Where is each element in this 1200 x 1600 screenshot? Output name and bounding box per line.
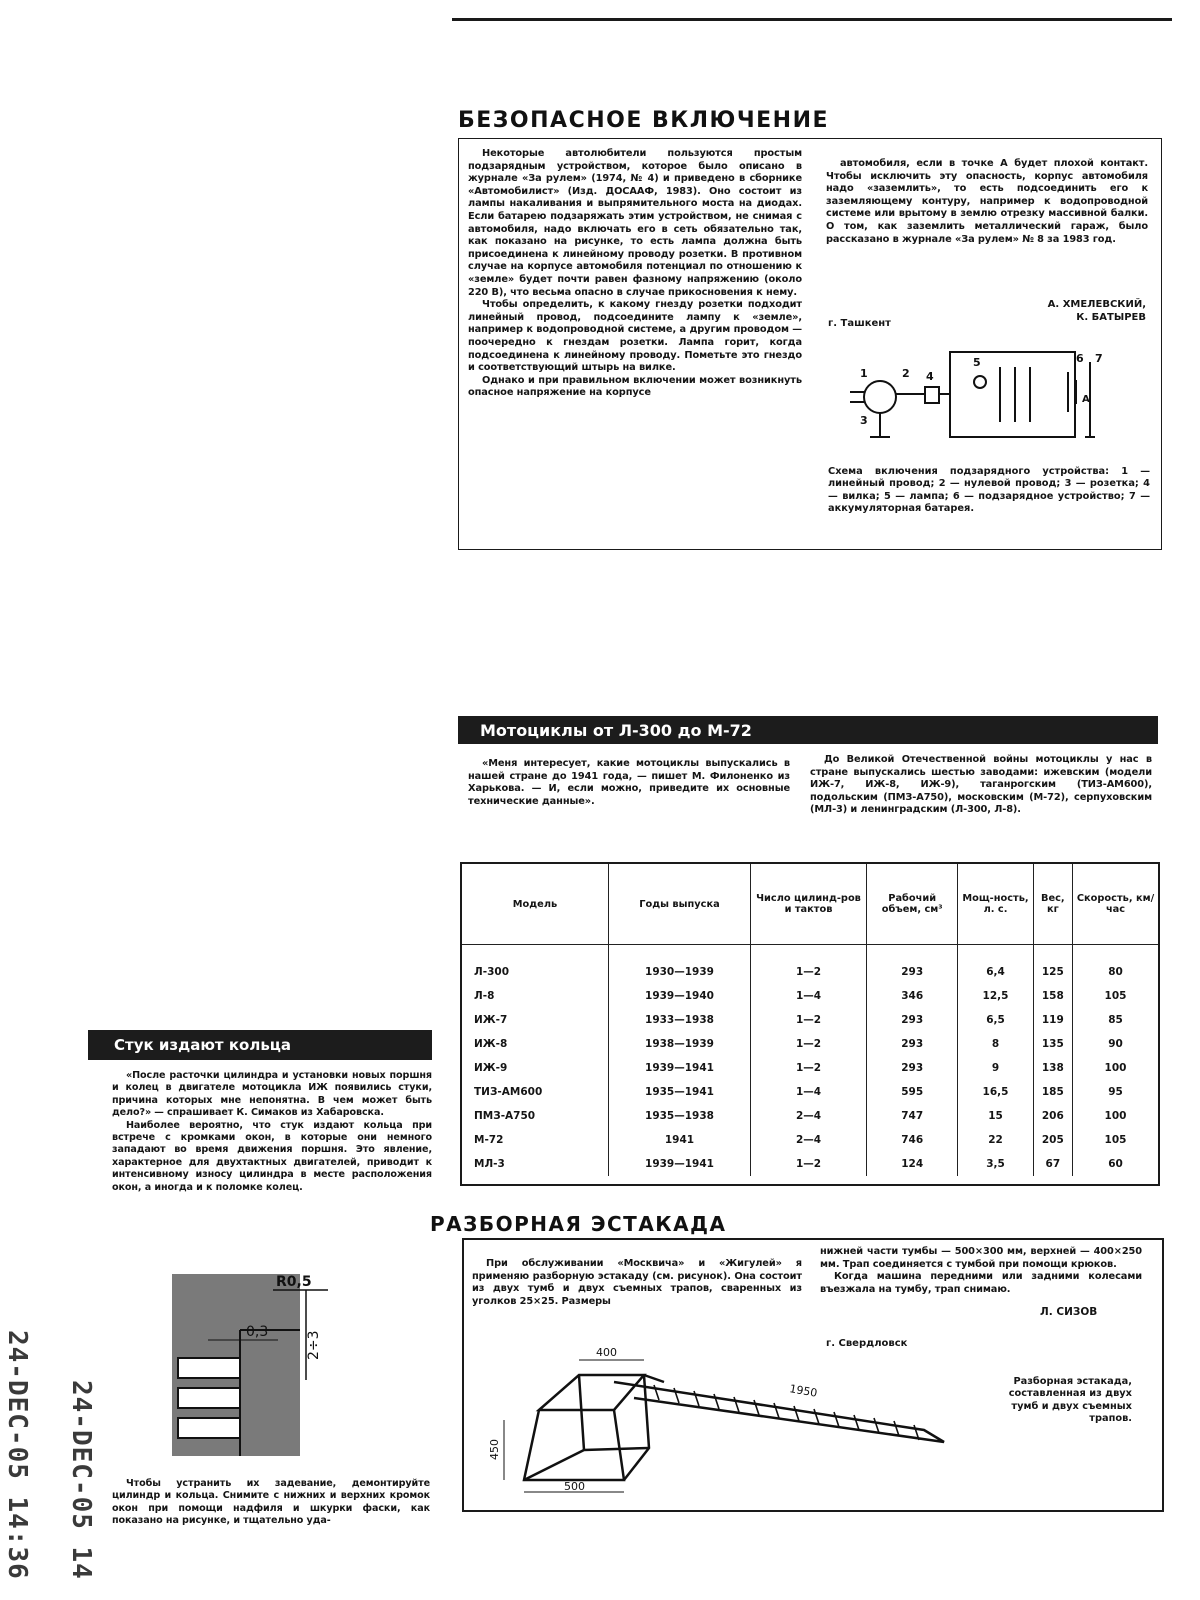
date-stamp: 24-DEC-05 14 (66, 1380, 96, 1580)
table-cell: 80 (1108, 966, 1123, 978)
section1-city: г. Ташкент (828, 318, 891, 329)
table-cell: 1935—1941 (609, 1080, 751, 1104)
motorcycle-table (462, 864, 1158, 1176)
dimension-height: 450 (488, 1439, 501, 1460)
table-header: Скорость, км/час (1073, 864, 1158, 945)
table-cell: 346 (867, 984, 958, 1008)
section2-intro-right: До Великой Отечественной войны мотоциклы у нас в стране выпускались шестью заводами: ижевским (модели ИЖ-7, ИЖ-8, ИЖ-9), таганрогским (ТИЗ-АМ600), подольским (ПМЗ-А750), московским (М-72), серпуховским (МЛ-3) и ленинградским (Л-300, Л-8). (810, 754, 1152, 816)
ramp-drawing (484, 1330, 964, 1500)
diagram-label: 2 (902, 367, 910, 380)
table-cell: 293 (867, 945, 958, 985)
table-row (462, 1032, 1158, 1056)
table-cell: 138 (1033, 1056, 1072, 1080)
section2-title: Мотоциклы от Л-300 до М-72 (480, 721, 752, 740)
table-row (462, 984, 1158, 1008)
dimension-top: 400 (596, 1346, 617, 1359)
table-row (462, 1008, 1158, 1032)
section4-city: г. Свердловск (826, 1338, 908, 1349)
section3-text-bottom: Чтобы устранить их задевание, демонтируйте цилиндр и кольца. Снимите с нижних и верхних кромок окон при помощи надфиля и шкурки фаски, как показано на рисунке, и тщательно уда- (112, 1478, 430, 1527)
table-cell: 22 (958, 1128, 1033, 1152)
table-cell: 9 (958, 1056, 1033, 1080)
dimension-ramp: 1950 (788, 1382, 819, 1400)
section1-title: БЕЗОПАСНОЕ ВКЛЮЧЕНИЕ (458, 108, 830, 133)
dimension-radius: R0,5 (276, 1274, 312, 1290)
table-cell: 16,5 (958, 1080, 1033, 1104)
table-row (462, 1152, 1158, 1176)
table-header: Рабочий объем, см³ (867, 864, 958, 945)
table-header: Число цилинд-ров и тактов (751, 864, 867, 945)
section1-paragraph: автомобиля, если в точке А будет плохой контакт. Чтобы исключить эту опасность, корпус автомобиля надо «заземлить», то есть подсоединить его к заземляющему контуру, например к водопроводной системе или врытому в землю отрезку массивной балки. О том, как заземлить металлический гараж, было рассказано в журнале «За рулем» № 8 за 1983 год. (826, 158, 1148, 245)
motorcycle-table-frame (460, 862, 1160, 1186)
dimension-chamfer: 2÷3 (306, 1330, 322, 1360)
table-cell: 1933—1938 (609, 1008, 751, 1032)
section1-column-left (468, 148, 802, 400)
table-cell: ИЖ-8 (462, 1032, 609, 1056)
section4-author: Л. СИЗОВ (1040, 1306, 1098, 1318)
piston-ring-drawing (168, 1270, 368, 1460)
table-cell: Л-8 (462, 984, 609, 1008)
table-cell: М-72 (462, 1128, 609, 1152)
section1-paragraph: Некоторые автолюбители пользуются простым подзарядным устройством, которое было описано в журнале «За рулем» (1974, № 4) и приведено в сборнике «Автомобилист» (Изд. ДОСААФ, 1983). Оно состоит из лампы накаливания и выпрямительного моста на диодах. Если батарею подзаряжать этим устройством, не снимая с автомобиля, надо включать его в сеть обязательно так, как показано на рисунке, то есть лампа должна быть присоединена к линейному проводу розетки. В противном случае на корпусе автомобиля потенциал по отношению к «земле» будет почти равен фазному напряжению (около 220 В), что весьма опасно в случае прикосновения к нему. (468, 148, 802, 298)
table-header: Мощ-ность, л. с. (958, 864, 1033, 945)
table-cell: 1939—1940 (609, 984, 751, 1008)
table-cell: 1—2 (751, 945, 867, 985)
diagram-label: 1 (860, 367, 868, 380)
table-cell: 1935—1938 (609, 1104, 751, 1128)
table-cell: 100 (1104, 1110, 1127, 1122)
diagram-label: 3 (860, 414, 868, 427)
table-cell: 1—2 (751, 1008, 867, 1032)
table-cell: МЛ-3 (462, 1152, 609, 1176)
section4-paragraph: нижней части тумбы — 500×300 мм, верхней — 400×250 мм. Трап соединяется с тумбой при помощи крюков. (820, 1246, 1142, 1270)
section3-title-banner (88, 1030, 432, 1060)
table-cell: 1—2 (751, 1056, 867, 1080)
table-row (462, 1080, 1158, 1104)
diagram-label: 5 (973, 356, 981, 369)
diagram-label: А (1082, 394, 1090, 405)
table-cell: 1—2 (751, 1152, 867, 1176)
table-cell: 158 (1033, 984, 1072, 1008)
table-cell: 125 (1033, 945, 1072, 985)
top-rule (452, 18, 1172, 21)
table-cell: 747 (867, 1104, 958, 1128)
table-cell: 6,4 (958, 945, 1033, 985)
section1-paragraph: Чтобы определить, к какому гнезду розетки подходит линейный провод, подсоедините лампу к «земле», например к водопроводной системе, а другим проводом — поочередно к гнездам розетки. Лампа горит, когда подсоединена к линейному проводу. Пометьте это гнездо и соответствующий штырь на вилке. (468, 299, 802, 374)
diagram-label: 4 (926, 370, 934, 383)
table-cell: 205 (1033, 1128, 1072, 1152)
table-cell: 105 (1104, 1134, 1127, 1146)
table-header: Вес, кг (1033, 864, 1072, 945)
section3-text (112, 1070, 432, 1194)
table-cell: 95 (1108, 1086, 1123, 1098)
section4-column-right (820, 1246, 1142, 1296)
section3-paragraph: Наиболее вероятно, что стук издают кольца при встрече с кромками окон, в которые они немного западают во время движения поршня. Это явление, характерное для двухтактных двигателей, приводит к интенсивному износу цилиндра в месте расположения окон, а иногда и к поломке колец. (112, 1119, 432, 1193)
section2-title-banner (458, 716, 1158, 744)
table-cell: 1—4 (751, 1080, 867, 1104)
table-cell: 1—2 (751, 1032, 867, 1056)
table-cell: 67 (1033, 1152, 1072, 1176)
table-cell: 1938—1939 (609, 1032, 751, 1056)
table-header: Годы выпуска (609, 864, 751, 945)
section4-column-left: При обслуживании «Москвича» и «Жигулей» я применяю разборную эстакаду (см. рисунок). Она состоит из двух тумб и двух съемных трапов, сваренных из уголков 25×25. Размеры (472, 1258, 802, 1307)
table-cell: 206 (1033, 1104, 1072, 1128)
table-cell: 2—4 (751, 1128, 867, 1152)
diagram-label: 6 (1076, 352, 1084, 365)
charger-circuit-diagram (830, 342, 1130, 452)
table-cell: ТИЗ-АМ600 (462, 1080, 609, 1104)
section4-paragraph: Когда машина передними или задними колесами въезжала на тумбу, трап снимаю. (820, 1271, 1142, 1295)
table-cell: ПМЗ-А750 (462, 1104, 609, 1128)
table-cell: 100 (1104, 1062, 1127, 1074)
table-cell: 595 (867, 1080, 958, 1104)
section1-column-right (826, 158, 1148, 246)
table-cell: ИЖ-9 (462, 1056, 609, 1080)
section3-title: Стук издают кольца (114, 1036, 292, 1054)
table-cell: 3,5 (958, 1152, 1033, 1176)
table-row (462, 1128, 1158, 1152)
section2-intro-left: «Меня интересует, какие мотоциклы выпускались в нашей стране до 1941 года, — пишет М. Филоненко из Харькова. — И, если можно, приведите их основные технические данные». (468, 758, 790, 807)
table-cell: ИЖ-7 (462, 1008, 609, 1032)
table-cell: 85 (1108, 1014, 1123, 1026)
table-cell: 1941 (609, 1128, 751, 1152)
table-cell: 746 (867, 1128, 958, 1152)
section1-paragraph: Однако и при правильном включении может возникнуть опасное напряжение на корпусе (468, 374, 802, 399)
table-cell: 185 (1033, 1080, 1072, 1104)
table-cell: 293 (867, 1008, 958, 1032)
table-cell: 60 (1108, 1158, 1123, 1170)
table-cell: 135 (1033, 1032, 1072, 1056)
table-cell: 105 (1104, 990, 1127, 1002)
table-cell: 124 (867, 1152, 958, 1176)
section4-title: РАЗБОРНАЯ ЭСТАКАДА (430, 1212, 727, 1236)
dimension-offset: 0,3 (246, 1324, 269, 1340)
table-cell: 119 (1033, 1008, 1072, 1032)
table-cell: 293 (867, 1056, 958, 1080)
table-cell: 8 (958, 1032, 1033, 1056)
table-cell: 293 (867, 1032, 958, 1056)
table-cell: 15 (958, 1104, 1033, 1128)
table-cell: 1939—1941 (609, 1152, 751, 1176)
section4-caption: Разборная эстакада, составленная из двух тумб и двух съемных трапов. (1008, 1376, 1132, 1425)
table-cell: 12,5 (958, 984, 1033, 1008)
section1-authors: А. ХМЕЛЕВСКИЙ, К. БАТЫРЕВ (1047, 299, 1146, 323)
table-cell: 2—4 (751, 1104, 867, 1128)
table-row (462, 1056, 1158, 1080)
table-cell: 1930—1939 (609, 945, 751, 985)
section1-caption: Схема включения подзарядного устройства: 1 — линейный провод; 2 — нулевой провод; 3 — розетка; 4 — вилка; 5 — лампа; 6 — подзарядное устройство; 7 — аккумуляторная батарея. (828, 466, 1150, 515)
table-cell: 1—4 (751, 984, 867, 1008)
table-cell: Л-300 (462, 945, 609, 985)
table-row (462, 1104, 1158, 1128)
table-cell: 6,5 (958, 1008, 1033, 1032)
table-header: Модель (462, 864, 609, 945)
dimension-base: 500 (564, 1480, 585, 1493)
diagram-label: 7 (1095, 352, 1103, 365)
date-stamp: 24-DEC-05 14:36 (2, 1330, 32, 1580)
section3-paragraph: «После расточки цилиндра и установки новых поршня и колец в двигателе мотоцикла ИЖ появились стуки, причина которых мне непонятна. В чем может быть дело?» — спрашивает К. Симаков из Хабаровска. (112, 1070, 432, 1119)
table-cell: 1939—1941 (609, 1056, 751, 1080)
table-cell: 90 (1108, 1038, 1123, 1050)
table-row (462, 945, 1158, 985)
